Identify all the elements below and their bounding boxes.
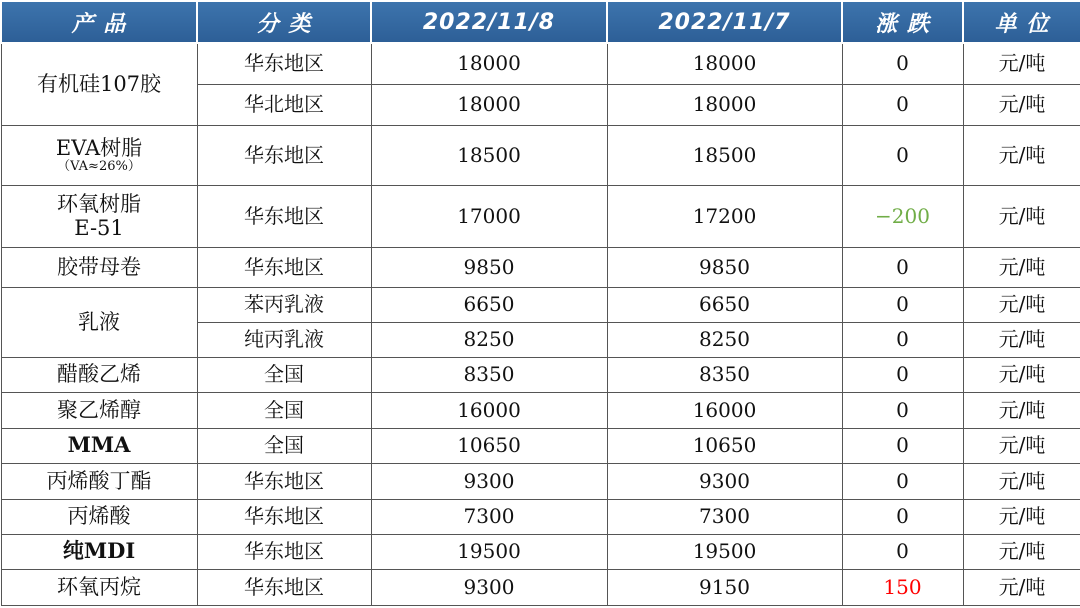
table-row	[1, 569, 1080, 605]
header-category: 分 类	[197, 1, 371, 43]
unit-cell: 元/吨	[963, 43, 1080, 84]
price-cell: 6650	[607, 287, 842, 322]
region-cell: 华东地区	[197, 185, 371, 247]
region-cell: 纯丙乳液	[197, 322, 371, 357]
unit-cell: 元/吨	[963, 357, 1080, 392]
price-cell: 18000	[607, 43, 842, 84]
change-cell: 0	[842, 322, 963, 357]
table-row	[1, 499, 1080, 534]
price-cell: 17200	[607, 185, 842, 247]
product-note: （VA≈26%）	[57, 158, 141, 174]
change-cell: 150	[842, 569, 963, 605]
change-cell: 0	[842, 534, 963, 569]
table-row	[1, 185, 1080, 247]
price-cell: 9300	[607, 463, 842, 499]
unit-cell: 元/吨	[963, 247, 1080, 287]
table-row	[1, 428, 1080, 463]
price-cell: 9150	[607, 569, 842, 605]
table-row	[1, 125, 1080, 185]
unit-cell: 元/吨	[963, 84, 1080, 125]
table-row	[1, 287, 1080, 322]
price-cell: 9300	[371, 463, 607, 499]
price-cell: 8250	[607, 322, 842, 357]
change-cell: −200	[842, 185, 963, 247]
price-cell: 16000	[371, 392, 607, 428]
price-cell: 19500	[371, 534, 607, 569]
product-cell: MMA	[1, 428, 197, 463]
price-cell: 6650	[371, 287, 607, 322]
change-cell: 0	[842, 392, 963, 428]
change-cell: 0	[842, 125, 963, 185]
product-cell: 环氧丙烷	[1, 569, 197, 605]
region-cell: 华东地区	[197, 125, 371, 185]
region-cell: 华东地区	[197, 463, 371, 499]
table-row	[1, 463, 1080, 499]
unit-cell: 元/吨	[963, 287, 1080, 322]
region-cell: 全国	[197, 392, 371, 428]
price-cell: 18500	[607, 125, 842, 185]
price-cell: 16000	[607, 392, 842, 428]
product-cell: 丙烯酸丁酯	[1, 463, 197, 499]
change-cell: 0	[842, 84, 963, 125]
price-cell: 9850	[371, 247, 607, 287]
unit-cell: 元/吨	[963, 499, 1080, 534]
price-cell: 8250	[371, 322, 607, 357]
table-row	[1, 534, 1080, 569]
region-cell: 全国	[197, 357, 371, 392]
price-cell: 18000	[371, 84, 607, 125]
price-cell: 10650	[371, 428, 607, 463]
region-cell: 华北地区	[197, 84, 371, 125]
price-cell: 18000	[371, 43, 607, 84]
price-cell: 19500	[607, 534, 842, 569]
change-cell: 0	[842, 428, 963, 463]
region-cell: 华东地区	[197, 534, 371, 569]
unit-cell: 元/吨	[963, 569, 1080, 605]
price-cell: 7300	[607, 499, 842, 534]
table-row	[1, 43, 1080, 84]
product-cell: 有机硅107胶	[1, 43, 197, 125]
product-name: 环氧树脂	[57, 191, 141, 216]
product-cell: 乳液	[1, 287, 197, 357]
region-cell: 华东地区	[197, 247, 371, 287]
price-cell: 9850	[607, 247, 842, 287]
header-unit: 单 位	[963, 1, 1080, 43]
product-cell: 醋酸乙烯	[1, 357, 197, 392]
price-cell: 18000	[607, 84, 842, 125]
region-cell: 华东地区	[197, 569, 371, 605]
unit-cell: 元/吨	[963, 428, 1080, 463]
header-date-2: 2022/11/7	[607, 1, 842, 43]
region-cell: 苯丙乳液	[197, 287, 371, 322]
region-cell: 华东地区	[197, 43, 371, 84]
change-cell: 0	[842, 43, 963, 84]
region-cell: 全国	[197, 428, 371, 463]
price-cell: 8350	[607, 357, 842, 392]
change-cell: 0	[842, 499, 963, 534]
change-cell: 0	[842, 247, 963, 287]
price-cell: 18500	[371, 125, 607, 185]
product-cell: 聚乙烯醇	[1, 392, 197, 428]
header-date-1: 2022/11/8	[371, 1, 607, 43]
product-cell: 胶带母卷	[1, 247, 197, 287]
product-cell	[1, 185, 197, 247]
price-cell: 17000	[371, 185, 607, 247]
region-cell: 华东地区	[197, 499, 371, 534]
header-product: 产 品	[1, 1, 197, 43]
table-row	[1, 357, 1080, 392]
header-row	[1, 1, 1080, 43]
product-name: EVA树脂	[55, 135, 143, 160]
header-change: 涨 跌	[842, 1, 963, 43]
product-cell: 纯MDI	[1, 534, 197, 569]
price-cell: 10650	[607, 428, 842, 463]
table-row	[1, 392, 1080, 428]
price-cell: 7300	[371, 499, 607, 534]
change-cell: 0	[842, 463, 963, 499]
table-row	[1, 247, 1080, 287]
change-cell: 0	[842, 357, 963, 392]
unit-cell: 元/吨	[963, 463, 1080, 499]
price-cell: 8350	[371, 357, 607, 392]
product-model: E-51	[74, 216, 124, 240]
unit-cell: 元/吨	[963, 534, 1080, 569]
product-cell	[1, 125, 197, 185]
unit-cell: 元/吨	[963, 185, 1080, 247]
change-cell: 0	[842, 287, 963, 322]
product-cell: 丙烯酸	[1, 499, 197, 534]
unit-cell: 元/吨	[963, 125, 1080, 185]
unit-cell: 元/吨	[963, 392, 1080, 428]
price-cell: 9300	[371, 569, 607, 605]
unit-cell: 元/吨	[963, 322, 1080, 357]
